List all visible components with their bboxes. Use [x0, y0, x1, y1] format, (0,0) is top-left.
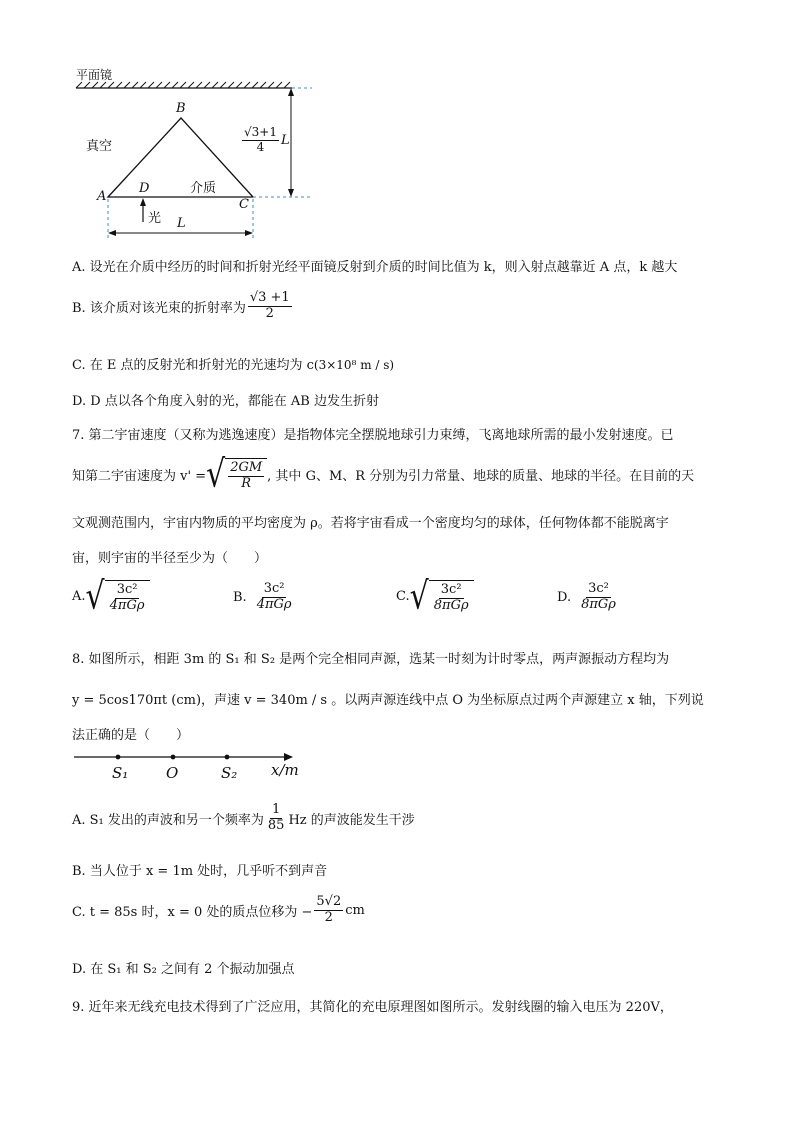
o-label: O — [166, 764, 179, 782]
point-a-label: A — [97, 189, 107, 204]
height-label: $\frac{√3+1}{4}$ L — [244, 125, 290, 154]
q8-option-b: B. 当人位于 x = 1m 处时，几乎听不到声音 — [72, 864, 328, 879]
s2-point — [225, 755, 230, 760]
q8-option-d: D. 在 S₁ 和 S₂ 之间有 2 个振动加强点 — [72, 962, 295, 977]
q6-option-c: C. 在 E 点的反射光和折射光的光速均为 c(3×10⁸ m / s) — [72, 358, 395, 373]
q7-line-4: 宙，则宇宙的半径至少为（ ） — [72, 551, 268, 566]
q7-option-a: A. √ $\frac{\text{3c²}}{\text{4πGρ}}$ — [72, 580, 150, 614]
q8-option-a: A. S₁ 发出的声波和另一个频率为 $\frac{1}{85}$ Hz 的声波能发生干涉 — [72, 802, 415, 833]
s1-point — [116, 755, 121, 760]
q6-option-d: D. D 点以各个角度入射的光，都能在 AB 边发生折射 — [72, 394, 379, 409]
prism-triangle — [108, 118, 253, 197]
point-b-label: B — [176, 101, 186, 116]
s1-label: S₁ — [112, 764, 129, 782]
axis-unit-label: x/m — [271, 761, 299, 779]
q6-option-a: A. 设光在介质中经历的时间和折射光经平面镜反射到介质的时间比值为 k，则入射点越靠近 A 点，k 越大 — [72, 260, 678, 275]
point-d-label: D — [139, 181, 150, 196]
light-label: 光 — [148, 211, 162, 226]
q7-line-1: 7. 第二宇宙速度（又称为逃逸速度）是指物体完全摆脱地球引力束缚，飞离地球所需的最小发射速度。已 — [72, 428, 674, 443]
o-point — [171, 755, 176, 760]
q7-line-3: 文观测范围内，宇宙内物质的平均密度为 ρ。若将宇宙看成一个密度均匀的球体，任何物体都不能脱离宇 — [72, 516, 669, 531]
q8-line-3: 法正确的是（ ） — [72, 728, 190, 743]
q8-option-c: C. t = 85s 时，x = 0 处的质点位移为 − $\frac{5√2}{2}$ cm — [72, 894, 365, 925]
q7-line-2: 知第二宇宙速度为 v' = √ $\frac{2GM}{R}$ , 其中 G、M、R 分别为引力常量、地球的质量、地球的半径。在目前的天 — [72, 452, 695, 497]
q8-line-2: y = 5cos170πt (cm)，声速 v = 340m / s 。以两声源连线中点 O 为坐标原点过两个声源建立 x 轴，下列说 — [72, 693, 704, 708]
mirror-label: 平面镜 — [76, 68, 113, 82]
prism-diagram — [0, 0, 794, 250]
point-c-label: C — [239, 197, 249, 212]
vacuum-label: 真空 — [86, 139, 113, 154]
q9-line-1: 9. 近年来无线充电技术得到了广泛应用，其简化的充电原理图如图所示。发射线圈的输入电压为 220V， — [72, 1000, 673, 1015]
q7-option-c: C. √ $\frac{\text{3c²}}{\text{8πGρ}}$ — [396, 580, 474, 614]
s2-label: S₂ — [221, 764, 238, 782]
mirror-hatching — [76, 82, 290, 88]
medium-label: 介质 — [190, 181, 217, 196]
q7-option-b: B. $\frac{\text{3c²}}{\text{4πGρ}}$ — [233, 581, 292, 612]
width-l-label: L — [177, 216, 186, 231]
q6-option-b: B. 该介质对该光束的折射率为 $\frac{√3 +1}{2}$ — [72, 290, 290, 321]
q8-line-1: 8. 如图所示，相距 3m 的 S₁ 和 S₂ 是两个完全相同声源，选某一时刻为计时零点，两声源振动方程均为 — [72, 652, 670, 667]
q7-option-d: D. $\frac{\text{3c²}}{\text{8πGρ}}$ — [557, 581, 616, 612]
